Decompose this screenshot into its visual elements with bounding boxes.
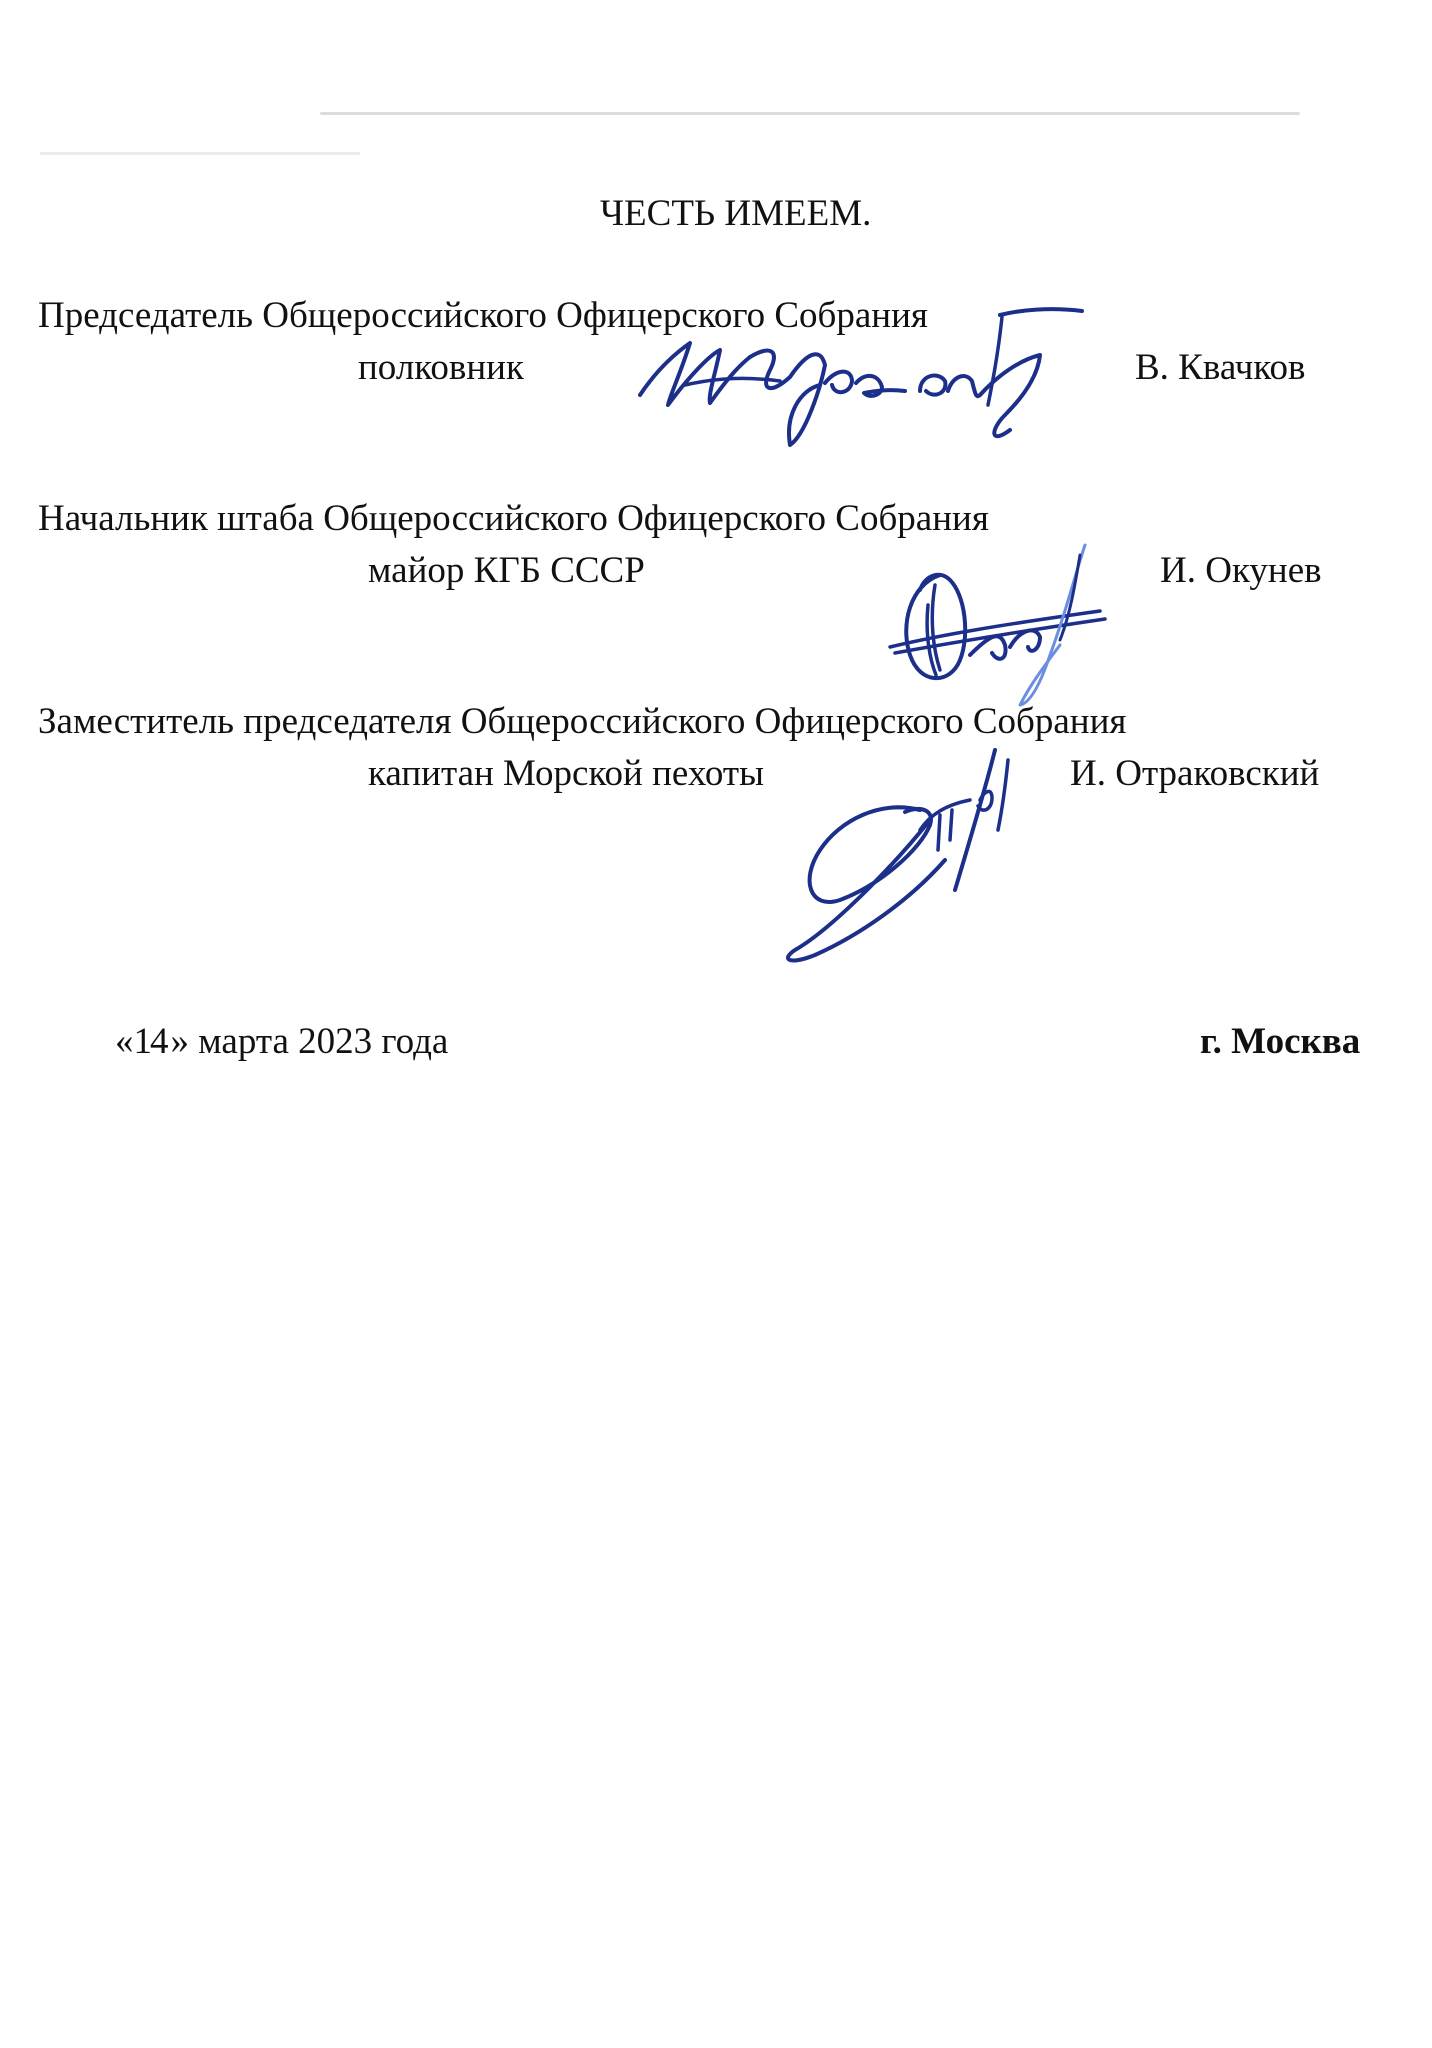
document-date: [115, 1020, 448, 1064]
date-close-quote: »: [170, 1021, 189, 1062]
signature-kvachkov: [620, 295, 1100, 455]
document-city: г. Москва: [1200, 1021, 1361, 1062]
bleed-through-line: [320, 112, 1300, 115]
signatory-3-rank: капитан Морской пехоты: [368, 753, 764, 794]
date-month-year: марта 2023 года: [198, 1021, 449, 1062]
signatory-2-position: Начальник штаба Общероссийского Офицерского Собрания: [38, 498, 989, 539]
signatory-1-name: В. Квачков: [1135, 347, 1306, 388]
signatory-1-rank: полковник: [358, 347, 524, 388]
signature-otrakovsky: [770, 740, 1030, 970]
signatory-2-rank: майор КГБ СССР: [368, 550, 645, 591]
signatory-3-position: Заместитель председателя Общероссийского Офицерского Собрания: [38, 701, 1127, 742]
signatory-3-name: И. Отраковский: [1070, 753, 1320, 794]
closing-heading: ЧЕСТЬ ИМЕЕМ.: [600, 193, 872, 234]
bleed-through-line: [40, 152, 360, 155]
date-day: 14: [133, 1021, 167, 1062]
signature-okunev: [880, 535, 1130, 710]
signatory-1-position: Председатель Общероссийского Офицерского Собрания: [38, 295, 928, 336]
date-open-quote: «: [115, 1021, 134, 1062]
signatory-2-name: И. Окунев: [1160, 550, 1322, 591]
